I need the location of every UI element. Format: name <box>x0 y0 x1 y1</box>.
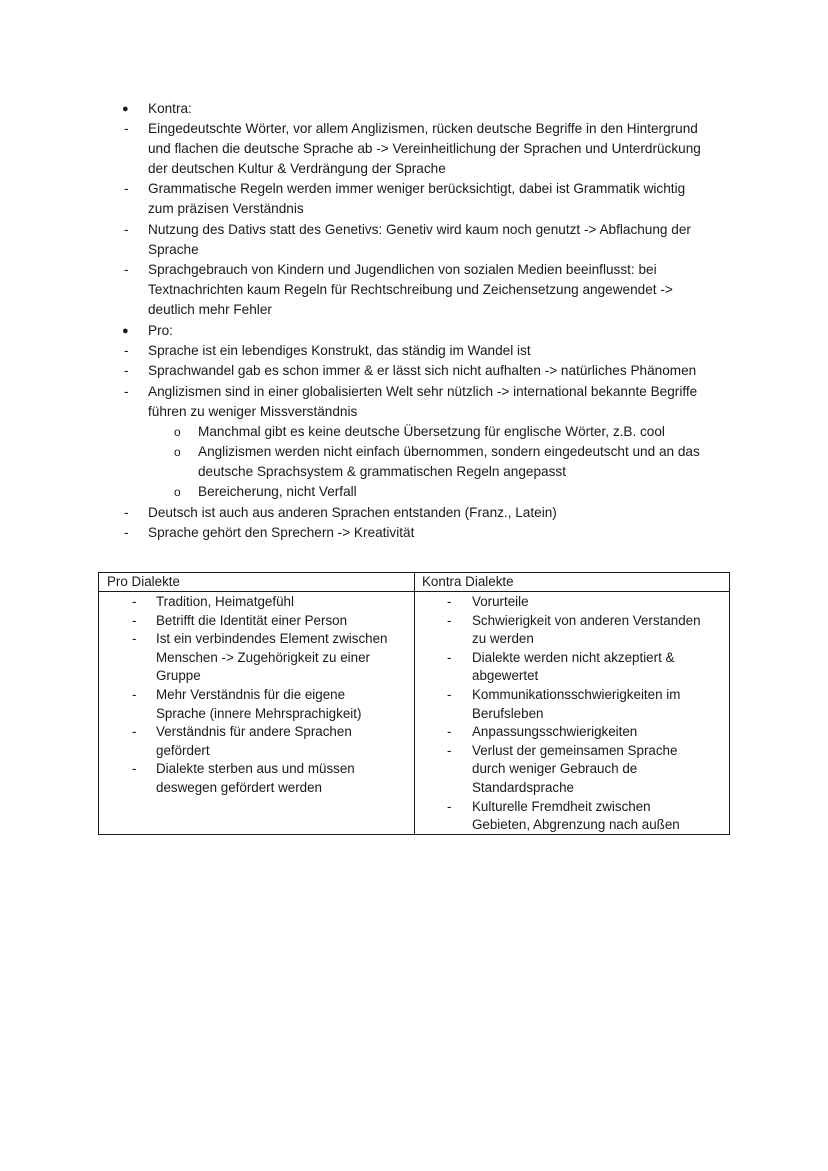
circle-bullet-icon: o <box>174 485 181 499</box>
circle-bullet-icon: o <box>174 425 181 439</box>
pro-item-line: Sprache ist ein lebendiges Konstrukt, das ständig im Wandel ist <box>148 343 531 358</box>
pro-item-line: führen zu weniger Missverständnis <box>148 404 358 419</box>
dash-icon: - <box>447 612 452 628</box>
pro-item-line: Sprache gehört den Sprechern -> Kreativität <box>148 525 415 540</box>
kontra-dialect-line: Vorurteile <box>472 594 529 609</box>
dash-icon: - <box>447 687 452 702</box>
pro-dialect-line: Gruppe <box>156 668 201 684</box>
dash-icon: - <box>124 222 129 237</box>
dash-icon: - <box>124 525 129 540</box>
table-header-pro: Pro Dialekte <box>107 574 180 589</box>
dash-icon: - <box>124 121 129 136</box>
kontra-item-line: Grammatische Regeln werden immer weniger berücksichtigt, dabei ist Grammatik wichtig <box>148 181 686 196</box>
pro-item-line: Sprachwandel gab es schon immer & er lässt sich nicht aufhalten -> natürliches Phänomen <box>148 363 697 378</box>
dash-icon: - <box>124 181 129 196</box>
kontra-item-line: zum präzisen Verständnis <box>148 201 304 216</box>
pro-subitem-line: deutsche Sprachsystem & grammatischen Regeln angepasst <box>198 464 566 479</box>
bullet-icon: ● <box>122 103 129 115</box>
pro-dialect-line: Sprache (innere Mehrsprachigkeit) <box>156 705 362 721</box>
kontra-dialect-line: Standardsprache <box>472 780 574 795</box>
dash-icon: - <box>447 742 452 758</box>
dash-icon: - <box>447 798 452 814</box>
pro-dialect-line: Dialekte sterben aus und müssen <box>156 761 355 777</box>
pro-subitem-line: Manchmal gibt es keine deutsche Übersetzung für englische Wörter, z.B. cool <box>198 424 665 439</box>
kontra-item-line: und flachen die deutsche Sprache ab -> Vereinheitlichung der Sprachen und Unterdrückung <box>148 141 701 156</box>
pro-dialect-line: Ist ein verbindendes Element zwischen <box>156 631 388 647</box>
dash-icon: - <box>132 761 137 777</box>
circle-bullet-icon: o <box>174 445 181 459</box>
pro-dialect-line: Mehr Verständnis für die eigene <box>156 687 346 702</box>
kontra-dialect-line: Dialekte werden nicht akzeptiert & <box>472 649 675 665</box>
pro-dialect-line: gefördert <box>156 742 210 758</box>
kontra-item-line: Textnachrichten kaum Regeln für Rechtschreibung und Zeichensetzung angewendet -> <box>148 282 673 297</box>
dash-icon: - <box>124 384 129 399</box>
pro-heading: Pro: <box>148 323 173 338</box>
kontra-dialect-line: abgewertet <box>472 668 539 684</box>
dash-icon: - <box>132 631 137 647</box>
table-divider <box>99 591 729 592</box>
kontra-heading: Kontra: <box>148 101 192 116</box>
kontra-item-line: Nutzung des Dativs statt des Genetivs: Genetiv wird kaum noch genutzt -> Abflachung der <box>148 222 691 237</box>
dash-icon: - <box>124 262 129 277</box>
dash-icon: - <box>124 343 129 358</box>
pro-dialect-line: Betrifft die Identität einer Person <box>156 612 348 628</box>
kontra-dialect-line: durch weniger Gebrauch de <box>472 761 638 777</box>
pro-dialect-line: Tradition, Heimatgefühl <box>156 594 294 609</box>
kontra-item-line: Sprachgebrauch von Kindern und Jugendlichen von sozialen Medien beeinflusst: bei <box>148 262 657 277</box>
pro-dialect-line: Verständnis für andere Sprachen <box>156 724 352 740</box>
dash-icon: - <box>132 724 137 740</box>
pro-item-line: Deutsch ist auch aus anderen Sprachen entstanden (Franz., Latein) <box>148 505 557 520</box>
kontra-item-line: Eingedeutschte Wörter, vor allem Anglizismen, rücken deutsche Begriffe in den Hintergrund <box>148 121 698 136</box>
pro-dialect-line: deswegen gefördert werden <box>156 780 323 795</box>
pro-subitem-line: Anglizismen werden nicht einfach übernommen, sondern eingedeutscht und an das <box>198 444 700 459</box>
kontra-dialect-line: zu werden <box>472 631 534 647</box>
dash-icon: - <box>132 687 137 702</box>
kontra-dialect-line: Schwierigkeit von anderen Verstanden <box>472 612 701 628</box>
kontra-dialect-line: Berufsleben <box>472 705 544 721</box>
dash-icon: - <box>124 505 129 520</box>
kontra-dialect-line: Verlust der gemeinsamen Sprache <box>472 742 678 758</box>
dialect-table <box>98 572 730 835</box>
kontra-item-line: deutlich mehr Fehler <box>148 302 272 317</box>
kontra-dialect-line: Kulturelle Fremdheit zwischen <box>472 798 651 814</box>
bullet-icon: ● <box>122 325 129 337</box>
dash-icon: - <box>132 612 137 628</box>
table-header-kontra: Kontra Dialekte <box>422 574 514 589</box>
pro-dialect-line: Menschen -> Zugehörigkeit zu einer <box>156 649 370 665</box>
dash-icon: - <box>132 594 137 609</box>
dash-icon: - <box>124 363 129 378</box>
kontra-item-line: der deutschen Kultur & Verdrängung der Sprache <box>148 161 446 176</box>
table-divider <box>414 573 415 834</box>
pro-subitem-line: Bereicherung, nicht Verfall <box>198 484 357 499</box>
dash-icon: - <box>447 594 452 609</box>
kontra-dialect-line: Kommunikationsschwierigkeiten im <box>472 687 681 702</box>
dash-icon: - <box>447 649 452 665</box>
pro-item-line: Anglizismen sind in einer globalisierten Welt sehr nützlich -> international bekannte Begriffe <box>148 384 698 399</box>
kontra-item-line: Sprache <box>148 242 199 257</box>
kontra-dialect-line: Anpassungsschwierigkeiten <box>472 724 638 740</box>
kontra-dialect-line: Gebieten, Abgrenzung nach außen <box>472 817 680 833</box>
dash-icon: - <box>447 724 452 740</box>
